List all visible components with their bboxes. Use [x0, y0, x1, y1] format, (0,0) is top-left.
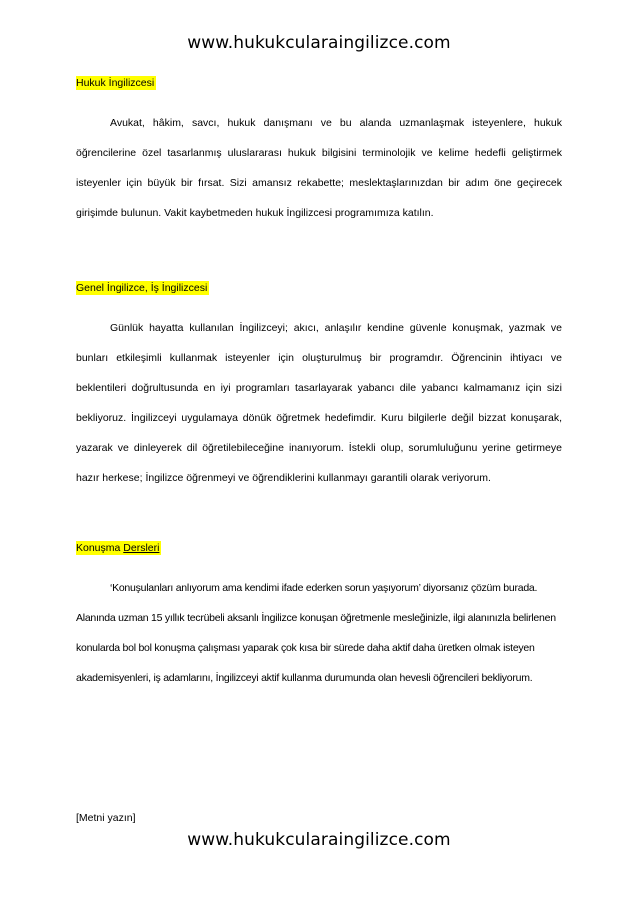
- text-placeholder[interactable]: [Metni yazın]: [76, 812, 136, 824]
- section-heading-genel-ingilizce: Genel İngilizce, İş İngilizcesi: [76, 282, 208, 294]
- section-body-genel-ingilizce: Günlük hayatta kullanılan İngilizceyi; akıcı, anlaşılır kendine güvenle konuşmak, yazmak ve bunları etkileşimli kullanmak isteyenler için oluşturulmuş bir programdır. Öğrencinin ihtiyacı ve beklentileri doğrultusunda en iyi programları tasarlayarak yabancı dile yabancı kalmamanız için sizi bekliyoruz. İngilizceyi uygulamaya dönük öğretmek hedefimdir. Kuru bilgilerle değil bizzat konuşarak, yazarak ve dinleyerek dil öğretilebileceğine inanıyorum. İstekli olup, sorumluluğunu yerine getirmeye hazır herkese; İngilizce öğrenmeyi ve öğrendiklerini kullanmayı garantili olarak veriyorum.: [76, 322, 562, 484]
- site-footer: www.hukukcularaingilizce.com: [187, 830, 451, 850]
- section-heading-prefix: Konuşma: [76, 542, 124, 554]
- section-heading-hukuk-ingilizcesi: Hukuk İngilizcesi: [76, 77, 155, 89]
- section-heading-konusma-dersleri: [76, 541, 161, 555]
- section-body-konusma-dersleri: ‘Konuşulanları anlıyorum ama kendimi ifade ederken sorun yaşıyorum’ diyorsanız çözüm burada. Alanında uzman 15 yıllık tecrübeli aksanlı İngilizce konuşan öğretmenle mesleğinizle, ilgi alanınızla belirlenen konularda bol bol konuşma çalışması yaparak çok kısa bir sürede daha aktif daha üretken olmak isteyen akademisyenleri, iş adamlarını, İngilizceyi aktif kullanma durumunda olan hevesli öğrencileri bekliyorum.: [76, 582, 556, 684]
- site-header: www.hukukcularaingilizce.com: [187, 33, 451, 53]
- section-body-hukuk-ingilizcesi: Avukat, hâkim, savcı, hukuk danışmanı ve bu alanda uzmanlaşmak isteyenlere, hukuk öğrencilerine özel tasarlanmış uluslararası hukuk bilgisini terminolojik ve kelime hedefli geliştirmek isteyenler için büyük bir fırsat. Sizi amansız rekabette; meslektaşlarınızdan bir adım öne geçirecek girişimde bulunun. Vakit kaybetmeden hukuk İngilizcesi programımıza katılın.: [76, 117, 562, 219]
- section-heading-underlined: Dersleri: [123, 542, 160, 554]
